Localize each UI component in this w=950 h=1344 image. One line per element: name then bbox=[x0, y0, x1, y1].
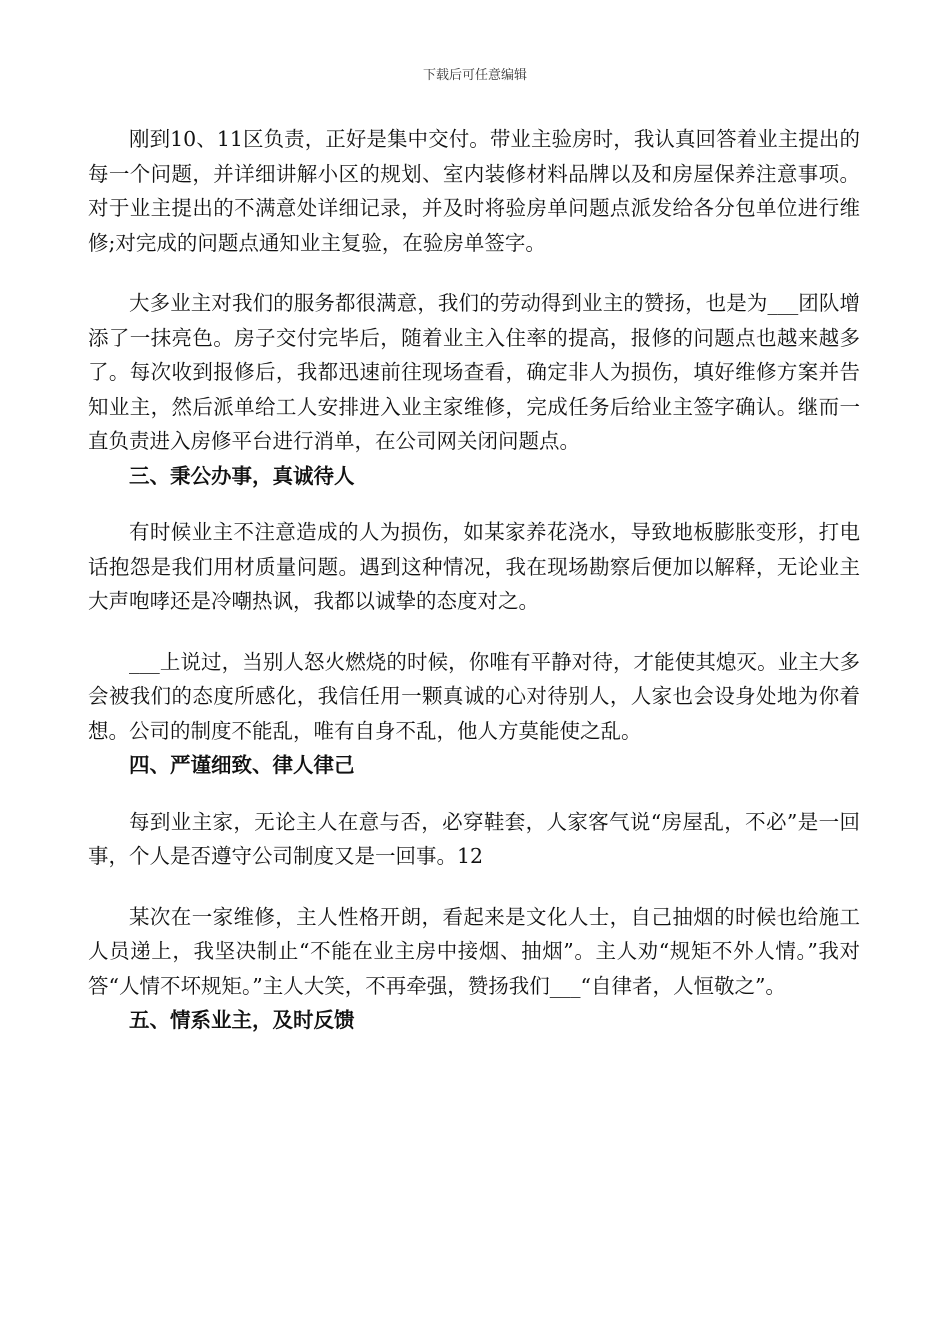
paragraph-damage-explanation: 有时候业主不注意造成的人为损伤，如某家养花浇水，导致地板膨胀变形，打电话抱怨是我们用材质量问题。遇到这种情况，我在现场勘察后便加以解释，无论业主大声咆哮还是冷嘲热讽，我都以诚挚的态度对之。 bbox=[88, 520, 860, 613]
paragraph-handover: 刚到10、11区负责，正好是集中交付。带业主验房时，我认真回答着业主提出的每一个问题，并详细讲解小区的规划、室内装修材料品牌以及和房屋保养注意事项。对于业主提出的不满意处详细记录，并及时将验房单问题点派发给各分包单位进行维修;对完成的问题点通知业主复验，在验房单签字。 bbox=[88, 127, 860, 255]
paragraph-shoe-covers: 每到业主家，无论主人在意与否，必穿鞋套，人家客气说“房屋乱，不必”是一回事，个人是否遵守公司制度又是一回事。12 bbox=[88, 809, 860, 868]
paragraph-calm-attitude: ___上说过，当别人怒火燃烧的时候，你唯有平静对待，才能使其熄灭。业主大多会被我们的态度所感化，我信任用一颗真诚的心对待别人，人家也会设身处地为你着想。公司的制度不能乱，唯有自身不乱，他人方莫能使之乱。 bbox=[88, 649, 860, 743]
paragraph-owner-satisfaction: 大多业主对我们的服务都很满意，我们的劳动得到业主的赞扬，也是为___团队增添了一抹亮色。房子交付完毕后，随着业主入住率的提高，报修的问题点也越来越多了。每次收到报修后，我都迅速前往现场查看，确定非人为损伤，填好维修方案并告知业主，然后派单给工人安排进入业主家维修，完成任务后给业主签字确认。继而一直负责进入房修平台进行消单，在公司网关闭问题点。 bbox=[88, 291, 860, 453]
section-heading-5: 五、情系业主，及时反馈 bbox=[129, 1008, 355, 1032]
page-header: 下载后可任意编辑 bbox=[422, 68, 527, 83]
paragraph-no-smoking: 某次在一家维修，主人性格开朗，看起来是文化人士，自己抽烟的时候也给施工人员递上，我坚决制止“不能在业主房中接烟、抽烟”。主人劝“规矩不外人情。”我对答“人情不坏规矩。”主人大笑，不再牵强，赞扬我们___“自律者，人恒敬之”。 bbox=[88, 904, 860, 998]
section-heading-3: 三、秉公办事，真诚待人 bbox=[129, 463, 355, 488]
document-body bbox=[88, 122, 860, 1038]
section-heading-4: 四、严谨细致、律人律己 bbox=[129, 753, 355, 777]
